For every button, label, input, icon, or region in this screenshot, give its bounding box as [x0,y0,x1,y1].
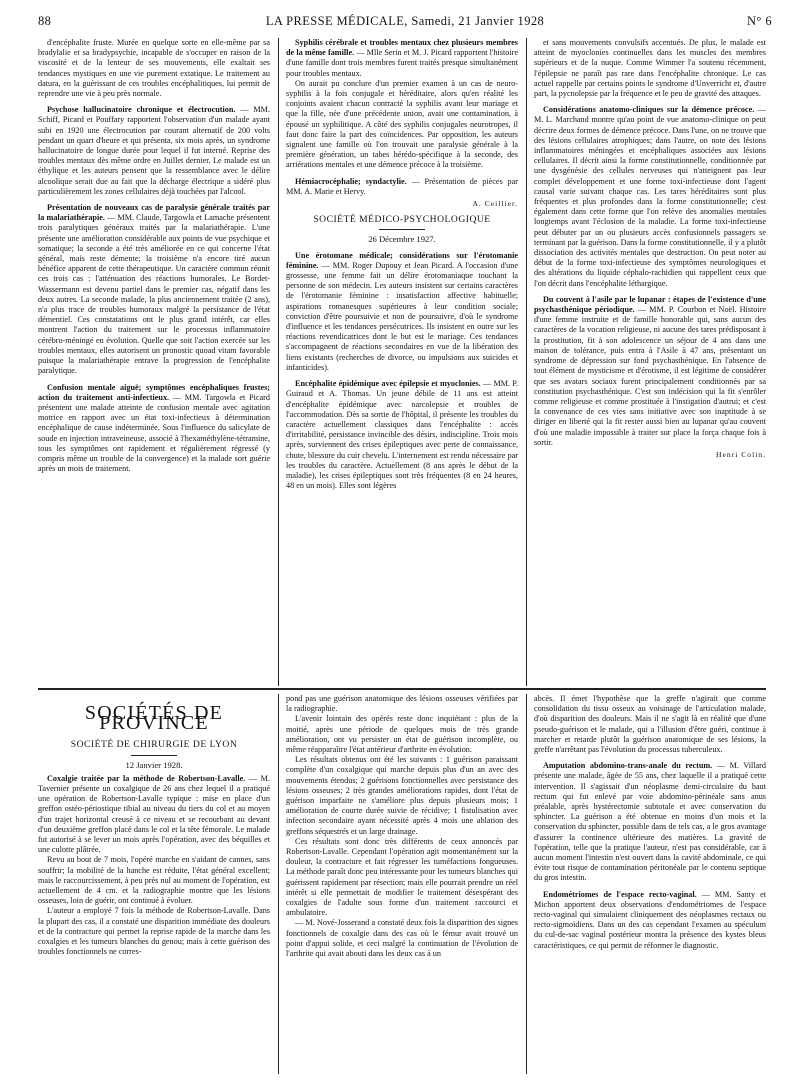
article-paragraph [286,714,518,755]
province-column-2 [286,694,518,1074]
paragraph-text: — M. Nové-Josserand a constaté deux fois la disparition des signes fonctionnels de coxalgie dans des cas où le fémur avait trouvé un point d'appui solide, et ceci malgré la continuation de l'évolution de l'arthrite qui avait abouti dans les deux cas à un [286,918,518,959]
article-paragraph [286,694,518,714]
section-divider [38,688,766,690]
article-paragraph [534,38,766,99]
author-signature: Henri Colin. [716,449,766,459]
article-heading: Coxalgie traitée par la méthode de Robertson-Lavalle. [47,773,246,783]
column-1 [38,38,270,688]
page-number: 88 [38,14,52,28]
article-paragraph [38,105,270,197]
title-rule [379,229,425,230]
author-signature: A. Ceillier. [472,199,518,209]
article-paragraph [534,890,766,951]
paragraph-text: — MM. Schiff, Picard et Pouffary rapportent l'observation d'un malade ayant subi en 1920 une électrocution par courant alternatif de 200 volts pendant un quart d'heure et qui présenta, six mois après, un syndrome hallucinatoire de longue durée pour lequel il fut interné. Reprise des troubles mentaux dès même ordre en Juillet dernier. Le malade est un éthylique et les auteurs pensent que la ressemblance avec le délire alcoolique serait due au fait que la décharge électrique a sidéré plus particulièrement les zones cellulaires déjà touchées par l'alcool. [38,105,270,196]
article-paragraph [38,906,270,957]
article-paragraph [38,383,270,475]
province-column-3 [534,694,766,1074]
paragraph-text: abcès. Il émet l'hypothèse que la greffe n'agirait que comme consolidation du tissu osseux au voisinage de l'articulation malade, d'où disparition des douleurs. Mais il ne s'agit là en réalité que d'une pseudo-guérison et le malade, qui a l'illusion d'être guéri, continue à marcher et retarde plutôt la guérison anatomique de ses lésions, la greffe n'arrêtant pas l'évolution du processus tuberculeux. [534,694,766,755]
paragraph-text: et sans mouvements convulsifs accentués. De plus, le malade est atteint de myoclonies continuelles dans les muscles des membres supérieurs et de la nuque. Comme Wimmer l'a soutenu récemment, l'épilepsie ne paraît pas rare dans l'encéphalite chronique. Le cas actuel rappelle par certains points le syndrome d'Unverricht et, d'autre part, la pycnolepsie par la fréquence et le peu de gravité des attaques. [534,38,766,99]
article-paragraph [286,38,518,79]
article-paragraph [534,295,766,448]
article-paragraph [38,38,270,99]
column-rule [526,38,527,686]
article-paragraph [286,837,518,919]
paragraph-text: — MM. P. Courbon et Noël. Histoire d'une femme instruite et de famille honorable qui, sans aucun des caractères de la vocation religieuse, ni aucune des tares prédisposant à la prostitution, fit à son adolescence un séjour de 4 ans dans une maison de tolérance, puis entra à l'Asile à 47 ans, présentant un syndrome de dépression sur fond psychasthénique. En l'absence de tout élément de mysticisme et d'érotisme, il est légitime de considérer que ses avatars sociaux furent principalement conditionnés par sa constitution psychasthénique. C'est son indécision qui la fit s'enrôler comme religieuse et comme prostituée à l'instigation d'autrui; et c'est la convenance de ces vies sans initiative avec son inaptitude à se diriger en liberté qui la fit rester aussi bien au lupanar qu'au couvent d'où une maladie impossible à traiter sur place la força chaque fois à sortir. [534,305,766,447]
article-heading: Amputation abdomino-trans-anale du rectum. [543,761,713,771]
page-header [38,14,772,30]
section-title: SOCIÉTÉ MÉDICO-PSYCHOLOGIQUE [313,214,491,226]
article-paragraph [38,203,270,376]
province-section-date: 12 Janvier 1928. [125,759,183,770]
article-heading: Du couvent à l'asile par le lupanar : étapes de l'existence d'une psychasthénique périodique. [534,294,766,315]
column-3 [534,38,766,688]
article-heading: Hémiacrocéphalie; syndactylie. [295,176,407,186]
paragraph-text: d'encéphalite fruste. Murée en quelque sorte en elle-même par sa bradylalie et sa bradypsychie, incapable de s'occuper en raison de la viscosité et de la lenteur de ses mouvements, elle exaltait ses tendances mystiques en une vie purement extatique. Le traitement au datura, en la guérissant de ces troubles encéphalitiques, lui permit de reprendre une vie à peu près normale. [38,38,270,99]
article-paragraph [286,177,518,197]
paragraph-text: pond pas une guérison anatomique des lésions osseuses vérifiées par la radiographie. [286,694,518,714]
column-rule [526,694,527,1074]
article-paragraph [38,774,270,856]
article-heading: Considérations anatomo-cliniques sur la démence précoce. [543,105,755,115]
paragraph-text: — Mlle Serin et M. J. Picard rapportent l'histoire d'une famille dont trois membres furent traités presque simultanément pour troubles mentaux. [286,48,518,78]
paragraph-text: On aurait pu conclure d'un premier examen à un cas de neuro-syphilis à la fois conjugale et héréditaire, alors qu'en réalité les conjoints avaient chacun contracté la syphilis avant leur mariage et que la fille, née d'une précédente union, avait une contamination, à épousé un syphilitique. A côté des syphilis conjugales neurotropes, il faut donc faire la part des coïncidences. Par opposition, les auteurs signalent une famille où l'on trouvait une paralysie générale à la première génération, un tabes hérédo-spécifique à la seconde, des arriérations mentales et une démence précoce à la troisième. [286,78,518,170]
paragraph-text: — MM. Santy et Michon apportent deux observations d'endométriomes de l'espace recto-vaginal qui simulaient cliniquement des néoplasmes rectaux ou recto-sigmoïdiens. Dans un des cas cependant l'examen au spéculum du cul-de-sac vaginal postérieur montra la présence des kystes bleus caractéristiques, ce qui permit de réformer le diagnostic. [534,889,766,950]
article-heading: Présentation de nouveaux cas de paralysie générale traités par la malariathérapie. [38,203,270,223]
article-heading: Endométriomes de l'espace recto-vaginal. [543,889,697,899]
article-paragraph [38,855,270,906]
paragraph-text: — Présentation de pièces par MM. A. Marie et Hervy. [286,176,518,196]
paragraph-text: L'auteur a employé 7 fois la méthode de Robertson-Lavalle. Dans la plupart des cas, il a constaté une disparition immédiate des douleurs et de la contracture qui permet la reprise rapide de la marche dans les coxalgies et les tumeurs blanches du genou; mais à cette guérison des troubles fonctionnels ne corres- [38,906,270,957]
article-heading: Une érotomane médicale; considérations sur l'érotomanie féminine. [286,250,518,270]
article-heading: Syphilis cérébrale et troubles mentaux chez plusieurs membres de la même famille. [286,38,518,58]
article-heading: Encéphalite épidémique avec épilepsie et myoclonies. [295,379,481,389]
article-paragraph [286,79,518,171]
paragraph-text: — M. L. Marchand montre qu'au point de vue anatomo-clinique on peut décrire deux formes de démence précoce. Dans l'une, on ne trouve que des lésions cellulaires atrophiques; dans l'autre, on note des lésions inflammatoires méningées et encéphaliques associées aux lésions cellulaires. Il décrit ainsi la forme constitutionnelle, conditionnée par une dysgénésie des cellules nerveuses qui n'atteignent pas leur complet développement et une forme toxi-infectieuse dont l'agent causal varie suivant chaque cas. Les tares héréditaires sont plus fréquentes et plus profondes dans la forme constitutionnelle; c'est également dans cette forme que l'on relève des anomalies mentales longtemps avant l'éclosion de la maladie. La forme toxi-infectieuse peut débuter par un ou plusieurs accès confusionnels passagers se terminant par la guérison. Dans la forme constitutionnelle, il y a plutôt dissociation des activités mentales que destruction. On peut noter au début de la forme toxi-infectieuse des symptômes neurologiques et des altérations du liquide céphalo-rachidien qui rappellent ceux que l'on décrit dans l'encéphalite léthargique. [534,105,766,288]
province-column-1 [38,694,270,1074]
paragraph-text: — MM. Roger Dupouy et Jean Picard. A l'occasion d'une grossesse, une femme fait un délire érotomaniaque touchant la personne de son médecin. Les auteurs insistent sur certains caractères de l'érotomanie féminine : insatisfaction affective habituelle; aspirations romanesques supérieures à leur condition sociale; conviction d'être poursuivie et non de poursuivre, d'où le syndrome d'influence et les tendances persécutrices. Ils insistent en outre sur les réactions revendicatrices dont le but est le mariage. Ces tendances s'accompagnent de réactions secondaires en vue de la libération des liens existants (recherches de divorce, ou impulsions aux suicides et infanticides). [286,260,518,372]
title-rule [131,755,177,756]
province-section-title: SOCIÉTÉ DE CHIRURGIE DE LYON [70,739,238,751]
column-rule [278,38,279,686]
paragraph-text: Ces résultats sont donc très différents de ceux annoncés par Robertson-Lavalle. Cependant l'opération agit momentanément sur la douleur, la contracture et fait régresser les tuméfactions fongueuses. La méthode paraît donc peu intéressante pour les tumeurs blanches qui guérissent rapidement par résection; mais elle pourrait prendre un réel intérêt si elle permettait de modifier le traitement désespérant des coxalgies de l'adulte sous forme d'un traitement raccourci et ambulatoire. [286,836,518,918]
paragraph-text: Revu au bout de 7 mois, l'opéré marche en s'aidant de cannes, sans souffrir; la mobilité de la hanche est réduite, l'état général excellent; mais le raccourcissement, à peu près nul au moment de l'opération, est actuellement de 4 cm. et la radiographie montre que les lésions osseuses, loin de guérir, ont continué à évoluer. [38,855,270,906]
article-paragraph [286,379,518,491]
article-heading: Psychose hallucinatoire chronique et électrocution. [47,105,236,115]
article-paragraph [286,755,518,837]
column-2 [286,38,518,688]
article-paragraph [534,761,766,883]
article-heading: Confusion mentale aiguë; symptômes encéphaliques frustes; action du traitement anti-infectieux. [38,382,270,402]
column-rule [278,694,279,1074]
article-paragraph [534,694,766,755]
section-date: 26 Décembre 1927. [368,234,436,245]
paragraph-text: — M. Villard présente une malade, âgée de 55 ans, chez laquelle il a pratiqué cette intervention. Il s'agissait d'un néoplasme demi-circulaire du haut rectum qui fut enlevé par voie abdomino-périnéale sans anus préalable, après hystérectomie subtotale et avec conservation du sphincter. La guérison a été obtenue en moins d'un mois et la conservation du sphincter, possible dans de tels cas, a le gros avantage d'assurer la continence ultérieure des matières. La gravité de l'opération, telle que la pratique l'auteur, n'est pas considérable, car à aucun moment l'intestin n'est ouvert dans la cavité abdominale, ce qui évite tout risque de contamination péritonéale par le contenu septique du gros intestin. [534,761,766,883]
paragraph-text: — M. Tavernier présente un coxalgique de 26 ans chez lequel il a pratiqué une opération de Robertson-Lavalle typique : mise en place d'un greffon ostéo-périostique tibial au niveau du tiers du col et au moyen d'un trajet horizontal creusé à ce niveau et se recourbant au devant d'un deuxième greffon placé dans le col et la tête fémorale. Le malade fut autorisé à se lever un mois après l'opération, avec des béquilles et une culotte plâtrée. [38,773,270,855]
paragraph-text: — MM. P. Guiraud et A. Thomas. Un jeune débile de 11 ans est atteint d'encéphalite épidémique avec narcolepsie et troubles de l'accommodation. Dès sa sortie de l'hôpital, il présente les troubles du caractère actuellement classiques dans l'encéphalite : accès d'irritabilité, persistance invincible des désirs, indiscipline. Trois mois après, surviennent des crises épileptiques avec perte de connaissance, chute, blessure du cuir chevelu. L'internement est rendu nécessaire par les troubles du caractère. Actuellement (8 ans après le début de la maladie), les crises épileptiques sont très fréquentes (8 en 24 heures, 48 en un mois). Elles sont légères [286,379,518,491]
paragraph-text: Les résultats obtenus ont été les suivants : 1 guérison paraissant complète d'un coxalgique qui marche depuis plus d'un an avec des mouvements étendus; 2 guérisons fonctionnelles avec persistance des lésions osseuses; 2 très grandes améliorations rapides, dont l'état de guérison imparfaite ne s'améliore plus depuis plusieurs mois; 1 amélioration de courte durée suivie de récidive; 1 fistulisation avec infection secondaire ayant nécessité après 4 mois une ablation des greffons séquestrés et un large drainage. [286,755,518,836]
province-title: SOCIÉTÉS DE PROVINCE [84,702,224,735]
article-paragraph [534,105,766,289]
journal-title: LA PRESSE MÉDICALE, Samedi, 21 Janvier 1928 [265,14,545,28]
paragraph-text: — MM. Claude, Targowla et Lamache présentent trois paralytiques généraux traités par la malariathérapie. L'une présente une amélioration considérable aux points de vue psychique et somatique; la seconde a été très améliorée en ce qui concerne l'état général, mais reste démente; la troisième n'a encore tiré aucun bénéfice apparent de cette thérapeutique. Un caractère commun réunit ces trois cas : l'atténuation des réactions humorales. Le Bordet-Wassermann est devenu partiel dans le premier cas, négatif dans les deux autres. La seconde malade, la plus anciennement traitée (2 ans), n'a plus trace de troubles humoraux malgré la persistance de l'état démentiel. Ces constatations ont le plus grand intérêt, car elles montrent l'action du traitement sur le processus inflammatoire cérébro-méningé en évolution. Quelle que soit l'action exercée sur les troubles mentaux, elles autorisent un pronostic quoad vitam favorable puisque la malariathérapie entrave la progression de l'encéphalite paralytique. [38,213,270,376]
issue-number: N° 6 [746,14,772,28]
paragraph-text: — MM. Targowla et Picard présentent une malade atteinte de confusion mentale avec agitation motrice en rapport avec un état toxi-infectieux à détermination encéphalique de cause indéterminée. Sous l'influence du salicylate de soude en injection intraveineuse, associé à l'hexaméthylène-tétramine, tous les symptômes ont rapidement et régulièrement régressé (y compris même un trouble de la convergence) et la malade sort guérie après un mois de traitement. [38,392,270,474]
article-paragraph [286,251,518,373]
article-paragraph [286,918,518,959]
paragraph-text: L'avenir lointain des opérés reste donc inquiétant : plus de la moitié, après une période de quelques mois de très grande amélioration, ont vu persister un état de guérison incomplète, ou même réapparaître l'état antérieur d'arthrite en évolution. [286,714,518,755]
